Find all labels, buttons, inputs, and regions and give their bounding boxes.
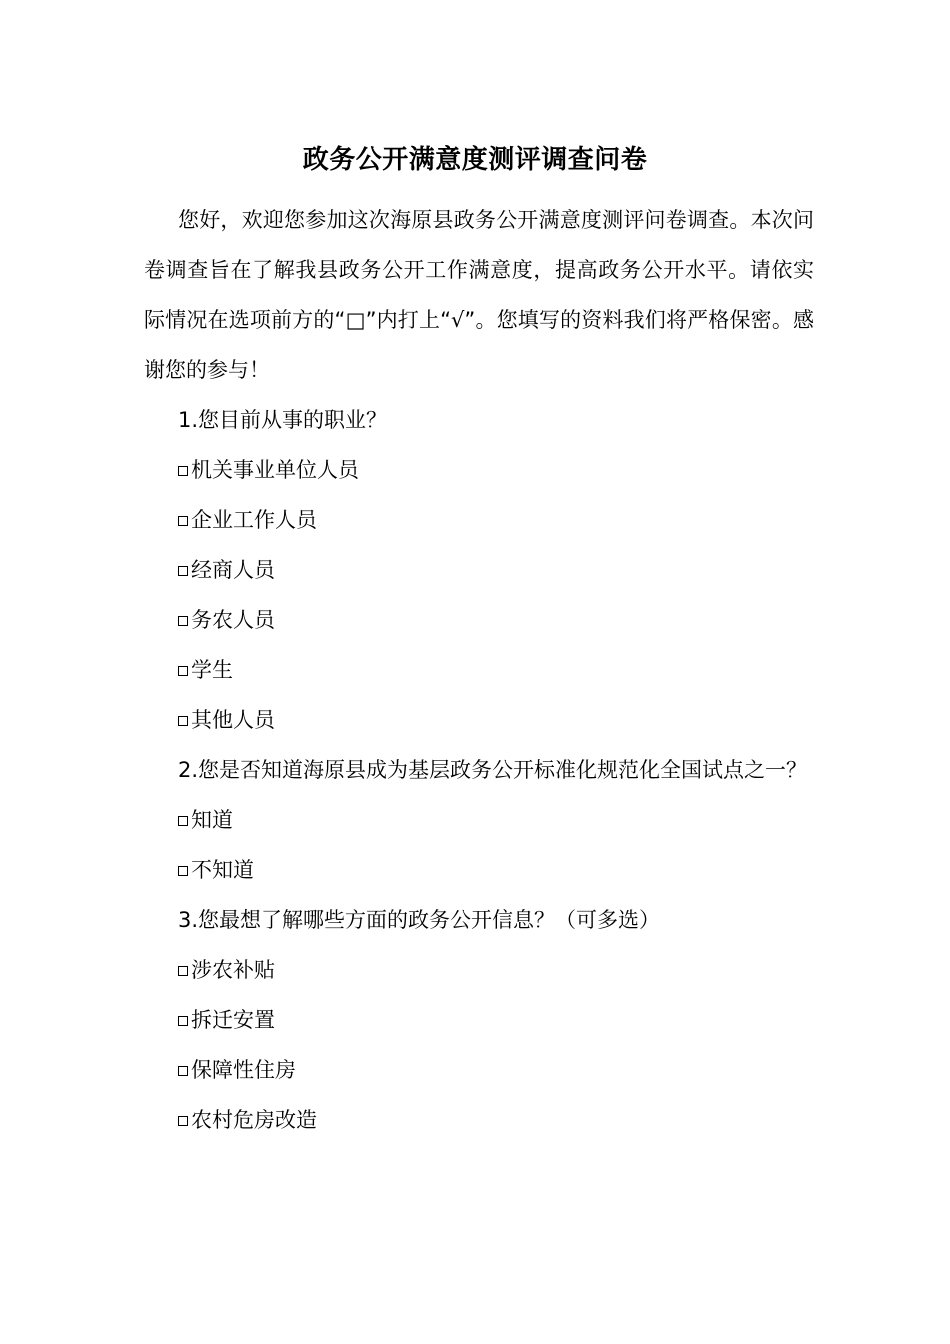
checkbox-icon[interactable] xyxy=(178,866,188,876)
option-label: 不知道 xyxy=(191,858,254,882)
intro-paragraph: 您好，欢迎您参加这次海原县政务公开满意度测评问卷调查。本次问卷调查旨在了解我县政务公开工作满意度，提高政务公开水平。请依实际情况在选项前方的“□”内打上“√”。您填写的资料我们将严格保密。感谢您的参与！ xyxy=(144,208,814,382)
document-title: 政务公开满意度测评调查问卷 xyxy=(302,145,648,175)
q1-option-2[interactable] xyxy=(144,495,814,545)
option-label: 经商人员 xyxy=(191,558,275,582)
q1-option-5[interactable] xyxy=(144,645,814,695)
option-label: 学生 xyxy=(191,658,233,682)
question-1: 1.您目前从事的职业？ xyxy=(178,408,388,432)
option-label: 涉农补贴 xyxy=(191,958,275,982)
q1-option-4[interactable] xyxy=(144,595,814,645)
option-label: 机关事业单位人员 xyxy=(191,458,359,482)
checkbox-icon[interactable] xyxy=(178,466,188,476)
q1-option-3[interactable] xyxy=(144,545,814,595)
q1-option-6[interactable] xyxy=(144,695,814,745)
checkbox-icon[interactable] xyxy=(178,1066,188,1076)
checkbox-icon[interactable] xyxy=(178,816,188,826)
checkbox-icon[interactable] xyxy=(178,1116,188,1126)
option-label: 务农人员 xyxy=(191,608,275,632)
option-label: 保障性住房 xyxy=(191,1058,296,1082)
q3-option-3[interactable] xyxy=(144,1045,814,1095)
q3-option-4[interactable] xyxy=(144,1095,814,1145)
checkbox-icon[interactable] xyxy=(178,966,188,976)
option-label: 企业工作人员 xyxy=(191,508,317,532)
q3-option-2[interactable] xyxy=(144,995,814,1045)
q2-option-2[interactable] xyxy=(144,845,814,895)
checkbox-icon[interactable] xyxy=(178,566,188,576)
checkbox-icon[interactable] xyxy=(178,616,188,626)
option-label: 其他人员 xyxy=(191,708,275,732)
document-body xyxy=(144,195,814,1145)
q2-option-1[interactable] xyxy=(144,795,814,845)
checkbox-icon[interactable] xyxy=(178,1016,188,1026)
option-label: 农村危房改造 xyxy=(191,1108,317,1132)
option-label: 拆迁安置 xyxy=(191,1008,275,1032)
checkbox-icon[interactable] xyxy=(178,716,188,726)
q3-option-1[interactable] xyxy=(144,945,814,995)
option-label: 知道 xyxy=(191,808,233,832)
checkbox-icon[interactable] xyxy=(178,516,188,526)
checkbox-icon[interactable] xyxy=(178,666,188,676)
question-2: 2.您是否知道海原县成为基层政务公开标准化规范化全国试点之一？ xyxy=(178,758,808,782)
question-3: 3.您最想了解哪些方面的政务公开信息？（可多选） xyxy=(178,908,661,932)
q1-option-1[interactable] xyxy=(144,445,814,495)
